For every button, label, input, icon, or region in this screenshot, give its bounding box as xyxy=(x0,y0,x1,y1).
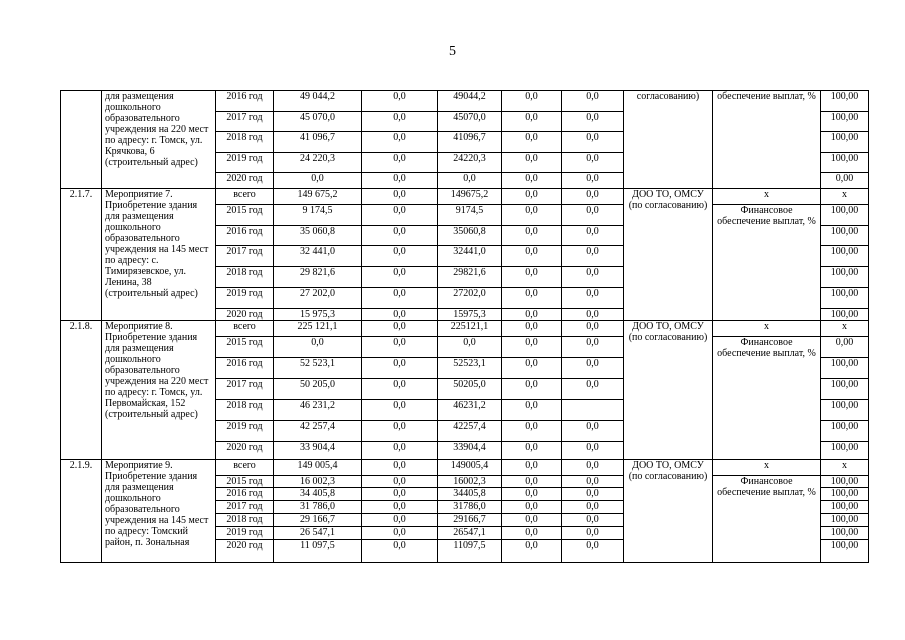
indicator-value-cell: 100,00 xyxy=(821,501,869,514)
indicator-value-cell: 100,00 xyxy=(821,358,869,379)
table-row xyxy=(61,91,869,112)
regional-budget-cell: 0,0 xyxy=(438,337,502,358)
total-cell: 225 121,1 xyxy=(274,321,362,337)
federal-budget-cell: 0,0 xyxy=(362,152,438,173)
federal-budget-cell: 0,0 xyxy=(362,379,438,400)
regional-budget-cell: 34405,8 xyxy=(438,488,502,501)
total-cell: 33 904,4 xyxy=(274,442,362,460)
indicator-value-cell: 100,00 xyxy=(821,514,869,527)
year-cell: 2019 год xyxy=(216,288,274,309)
federal-budget-cell: 0,0 xyxy=(362,421,438,442)
indicator-value-cell: 100,00 xyxy=(821,309,869,321)
other-sources-cell: 0,0 xyxy=(562,488,624,501)
municipal-budget-cell: 0,0 xyxy=(502,400,562,421)
federal-budget-cell: 0,0 xyxy=(362,226,438,246)
municipal-budget-cell: 0,0 xyxy=(502,267,562,288)
year-cell: 2016 год xyxy=(216,91,274,112)
year-cell: 2019 год xyxy=(216,421,274,442)
regional-budget-cell: 42257,4 xyxy=(438,421,502,442)
total-cell: 52 523,1 xyxy=(274,358,362,379)
other-sources-cell: 0,0 xyxy=(562,421,624,442)
year-cell: 2017 год xyxy=(216,379,274,400)
total-cell: 149 675,2 xyxy=(274,189,362,205)
year-cell: 2018 год xyxy=(216,267,274,288)
regional-budget-cell: 149675,2 xyxy=(438,189,502,205)
other-sources-cell: 0,0 xyxy=(562,460,624,476)
indicator-x-cell: х xyxy=(713,189,821,205)
municipal-budget-cell: 0,0 xyxy=(502,460,562,476)
total-cell: 41 096,7 xyxy=(274,132,362,153)
indicator-value-cell: 100,00 xyxy=(821,226,869,246)
municipal-budget-cell: 0,0 xyxy=(502,189,562,205)
regional-budget-cell: 9174,5 xyxy=(438,205,502,226)
table-body xyxy=(61,91,869,563)
year-cell: 2018 год xyxy=(216,400,274,421)
executor-cell: ДОО ТО, ОМСУ (по согласованию) xyxy=(624,321,713,460)
program-measures-table xyxy=(60,90,869,563)
table-row xyxy=(61,189,869,205)
federal-budget-cell: 0,0 xyxy=(362,358,438,379)
year-cell: всего xyxy=(216,460,274,476)
regional-budget-cell: 41096,7 xyxy=(438,132,502,153)
federal-budget-cell: 0,0 xyxy=(362,540,438,563)
table-row xyxy=(61,321,869,337)
federal-budget-cell: 0,0 xyxy=(362,527,438,540)
page-number: 5 xyxy=(449,44,456,59)
other-sources-cell xyxy=(562,400,624,421)
year-cell: 2018 год xyxy=(216,132,274,153)
other-sources-cell: 0,0 xyxy=(562,358,624,379)
total-cell: 11 097,5 xyxy=(274,540,362,563)
other-sources-cell: 0,0 xyxy=(562,111,624,132)
other-sources-cell: 0,0 xyxy=(562,189,624,205)
other-sources-cell: 0,0 xyxy=(562,246,624,267)
regional-budget-cell: 29166,7 xyxy=(438,514,502,527)
total-cell: 34 405,8 xyxy=(274,488,362,501)
municipal-budget-cell: 0,0 xyxy=(502,540,562,563)
other-sources-cell: 0,0 xyxy=(562,226,624,246)
municipal-budget-cell: 0,0 xyxy=(502,501,562,514)
other-sources-cell: 0,0 xyxy=(562,309,624,321)
total-cell: 35 060,8 xyxy=(274,226,362,246)
year-cell: 2018 год xyxy=(216,514,274,527)
indicator-x-cell: х xyxy=(713,460,821,476)
municipal-budget-cell: 0,0 xyxy=(502,527,562,540)
indicator-value-cell: 100,00 xyxy=(821,488,869,501)
federal-budget-cell: 0,0 xyxy=(362,488,438,501)
federal-budget-cell: 0,0 xyxy=(362,442,438,460)
other-sources-cell: 0,0 xyxy=(562,442,624,460)
federal-budget-cell: 0,0 xyxy=(362,321,438,337)
indicator-value-cell: 100,00 xyxy=(821,476,869,488)
total-cell: 29 821,6 xyxy=(274,267,362,288)
regional-budget-cell: 33904,4 xyxy=(438,442,502,460)
indicator-value-cell: 100,00 xyxy=(821,400,869,421)
total-cell: 15 975,3 xyxy=(274,309,362,321)
federal-budget-cell: 0,0 xyxy=(362,173,438,189)
other-sources-cell: 0,0 xyxy=(562,379,624,400)
municipal-budget-cell: 0,0 xyxy=(502,91,562,112)
year-cell: всего xyxy=(216,321,274,337)
total-cell: 24 220,3 xyxy=(274,152,362,173)
indicator-value-cell: 0,00 xyxy=(821,173,869,189)
measure-number: 2.1.8. xyxy=(61,321,102,460)
indicator-value-cell: 100,00 xyxy=(821,91,869,112)
measure-number xyxy=(61,91,102,189)
indicator-value-cell: 100,00 xyxy=(821,288,869,309)
municipal-budget-cell: 0,0 xyxy=(502,205,562,226)
regional-budget-cell: 16002,3 xyxy=(438,476,502,488)
year-cell: 2017 год xyxy=(216,246,274,267)
year-cell: 2020 год xyxy=(216,442,274,460)
federal-budget-cell: 0,0 xyxy=(362,501,438,514)
total-cell: 0,0 xyxy=(274,173,362,189)
year-cell: 2020 год xyxy=(216,309,274,321)
federal-budget-cell: 0,0 xyxy=(362,267,438,288)
indicator-value-cell: 100,00 xyxy=(821,527,869,540)
federal-budget-cell: 0,0 xyxy=(362,91,438,112)
regional-budget-cell: 52523,1 xyxy=(438,358,502,379)
municipal-budget-cell: 0,0 xyxy=(502,152,562,173)
regional-budget-cell: 29821,6 xyxy=(438,267,502,288)
regional-budget-cell: 31786,0 xyxy=(438,501,502,514)
indicator-cell: Финансовое обеспечение выплат, % xyxy=(713,337,821,460)
year-cell: 2020 год xyxy=(216,540,274,563)
regional-budget-cell: 0,0 xyxy=(438,173,502,189)
year-cell: всего xyxy=(216,189,274,205)
federal-budget-cell: 0,0 xyxy=(362,337,438,358)
year-cell: 2017 год xyxy=(216,501,274,514)
municipal-budget-cell: 0,0 xyxy=(502,246,562,267)
federal-budget-cell: 0,0 xyxy=(362,205,438,226)
municipal-budget-cell: 0,0 xyxy=(502,442,562,460)
indicator-cell: Финансовое обеспечение выплат, % xyxy=(713,205,821,321)
regional-budget-cell: 15975,3 xyxy=(438,309,502,321)
regional-budget-cell: 225121,1 xyxy=(438,321,502,337)
measure-number: 2.1.7. xyxy=(61,189,102,321)
year-cell: 2019 год xyxy=(216,527,274,540)
year-cell: 2016 год xyxy=(216,226,274,246)
federal-budget-cell: 0,0 xyxy=(362,309,438,321)
value-x-cell: х xyxy=(821,189,869,205)
total-cell: 9 174,5 xyxy=(274,205,362,226)
other-sources-cell: 0,0 xyxy=(562,527,624,540)
other-sources-cell: 0,0 xyxy=(562,173,624,189)
other-sources-cell: 0,0 xyxy=(562,540,624,563)
indicator-value-cell: 100,00 xyxy=(821,267,869,288)
municipal-budget-cell: 0,0 xyxy=(502,132,562,153)
year-cell: 2019 год xyxy=(216,152,274,173)
other-sources-cell: 0,0 xyxy=(562,514,624,527)
table-row xyxy=(61,460,869,476)
regional-budget-cell: 35060,8 xyxy=(438,226,502,246)
regional-budget-cell: 49044,2 xyxy=(438,91,502,112)
total-cell: 16 002,3 xyxy=(274,476,362,488)
other-sources-cell: 0,0 xyxy=(562,132,624,153)
municipal-budget-cell: 0,0 xyxy=(502,358,562,379)
executor-cell: ДОО ТО, ОМСУ (по согласованию) xyxy=(624,189,713,321)
municipal-budget-cell: 0,0 xyxy=(502,173,562,189)
total-cell: 32 441,0 xyxy=(274,246,362,267)
year-cell: 2015 год xyxy=(216,476,274,488)
measure-number: 2.1.9. xyxy=(61,460,102,563)
year-cell: 2016 год xyxy=(216,358,274,379)
federal-budget-cell: 0,0 xyxy=(362,400,438,421)
indicator-value-cell: 100,00 xyxy=(821,111,869,132)
other-sources-cell: 0,0 xyxy=(562,501,624,514)
measure-description: Мероприятие 9. Приобретение здания для размещения дошкольного образовательного учреждения на 145 мест по адресу: Томский район, п. Зональная xyxy=(102,460,216,563)
indicator-cell: Финансовое обеспечение выплат, % xyxy=(713,476,821,563)
indicator-value-cell: 100,00 xyxy=(821,205,869,226)
total-cell: 50 205,0 xyxy=(274,379,362,400)
value-x-cell: х xyxy=(821,321,869,337)
other-sources-cell: 0,0 xyxy=(562,476,624,488)
year-cell: 2015 год xyxy=(216,205,274,226)
other-sources-cell: 0,0 xyxy=(562,267,624,288)
federal-budget-cell: 0,0 xyxy=(362,288,438,309)
other-sources-cell: 0,0 xyxy=(562,152,624,173)
total-cell: 46 231,2 xyxy=(274,400,362,421)
federal-budget-cell: 0,0 xyxy=(362,189,438,205)
indicator-value-cell: 100,00 xyxy=(821,246,869,267)
municipal-budget-cell: 0,0 xyxy=(502,111,562,132)
federal-budget-cell: 0,0 xyxy=(362,476,438,488)
total-cell: 31 786,0 xyxy=(274,501,362,514)
total-cell: 49 044,2 xyxy=(274,91,362,112)
municipal-budget-cell: 0,0 xyxy=(502,514,562,527)
year-cell: 2016 год xyxy=(216,488,274,501)
regional-budget-cell: 27202,0 xyxy=(438,288,502,309)
municipal-budget-cell: 0,0 xyxy=(502,321,562,337)
federal-budget-cell: 0,0 xyxy=(362,132,438,153)
year-cell: 2020 год xyxy=(216,173,274,189)
regional-budget-cell: 45070,0 xyxy=(438,111,502,132)
municipal-budget-cell: 0,0 xyxy=(502,309,562,321)
indicator-value-cell: 100,00 xyxy=(821,132,869,153)
federal-budget-cell: 0,0 xyxy=(362,514,438,527)
regional-budget-cell: 32441,0 xyxy=(438,246,502,267)
federal-budget-cell: 0,0 xyxy=(362,246,438,267)
municipal-budget-cell: 0,0 xyxy=(502,379,562,400)
executor-cell: ДОО ТО, ОМСУ (по согласованию) xyxy=(624,460,713,563)
other-sources-cell: 0,0 xyxy=(562,288,624,309)
indicator-value-cell: 100,00 xyxy=(821,421,869,442)
measure-description: Мероприятие 7. Приобретение здания для размещения дошкольного образовательного учреждения на 145 мест по адресу: с. Тимирязевское, ул. Ленина, 38 (строительный адрес) xyxy=(102,189,216,321)
indicator-value-cell: 100,00 xyxy=(821,442,869,460)
indicator-value-cell: 100,00 xyxy=(821,540,869,563)
regional-budget-cell: 24220,3 xyxy=(438,152,502,173)
municipal-budget-cell: 0,0 xyxy=(502,337,562,358)
total-cell: 45 070,0 xyxy=(274,111,362,132)
other-sources-cell: 0,0 xyxy=(562,337,624,358)
regional-budget-cell: 46231,2 xyxy=(438,400,502,421)
other-sources-cell: 0,0 xyxy=(562,205,624,226)
regional-budget-cell: 149005,4 xyxy=(438,460,502,476)
indicator-value-cell: 100,00 xyxy=(821,152,869,173)
municipal-budget-cell: 0,0 xyxy=(502,488,562,501)
municipal-budget-cell: 0,0 xyxy=(502,421,562,442)
total-cell: 149 005,4 xyxy=(274,460,362,476)
measure-description: Мероприятие 8. Приобретение здания для размещения дошкольного образовательного учреждения на 220 мест по адресу: г. Томск, ул. Первомайская, 152 (строительный адрес) xyxy=(102,321,216,460)
municipal-budget-cell: 0,0 xyxy=(502,288,562,309)
total-cell: 26 547,1 xyxy=(274,527,362,540)
indicator-x-cell: х xyxy=(713,321,821,337)
total-cell: 0,0 xyxy=(274,337,362,358)
indicator-value-cell: 100,00 xyxy=(821,379,869,400)
year-cell: 2017 год xyxy=(216,111,274,132)
indicator-cell: обеспечение выплат, % xyxy=(713,91,821,189)
executor-cell: согласованию) xyxy=(624,91,713,189)
regional-budget-cell: 26547,1 xyxy=(438,527,502,540)
municipal-budget-cell: 0,0 xyxy=(502,476,562,488)
regional-budget-cell: 11097,5 xyxy=(438,540,502,563)
year-cell: 2015 год xyxy=(216,337,274,358)
other-sources-cell: 0,0 xyxy=(562,91,624,112)
value-x-cell: х xyxy=(821,460,869,476)
total-cell: 42 257,4 xyxy=(274,421,362,442)
federal-budget-cell: 0,0 xyxy=(362,111,438,132)
measure-description: для размещения дошкольного образовательного учреждения на 220 мест по адресу: г. Томск, ул. Крячкова, 6 (строительный адрес) xyxy=(102,91,216,189)
total-cell: 29 166,7 xyxy=(274,514,362,527)
total-cell: 27 202,0 xyxy=(274,288,362,309)
other-sources-cell: 0,0 xyxy=(562,321,624,337)
regional-budget-cell: 50205,0 xyxy=(438,379,502,400)
indicator-value-cell: 0,00 xyxy=(821,337,869,358)
municipal-budget-cell: 0,0 xyxy=(502,226,562,246)
federal-budget-cell: 0,0 xyxy=(362,460,438,476)
